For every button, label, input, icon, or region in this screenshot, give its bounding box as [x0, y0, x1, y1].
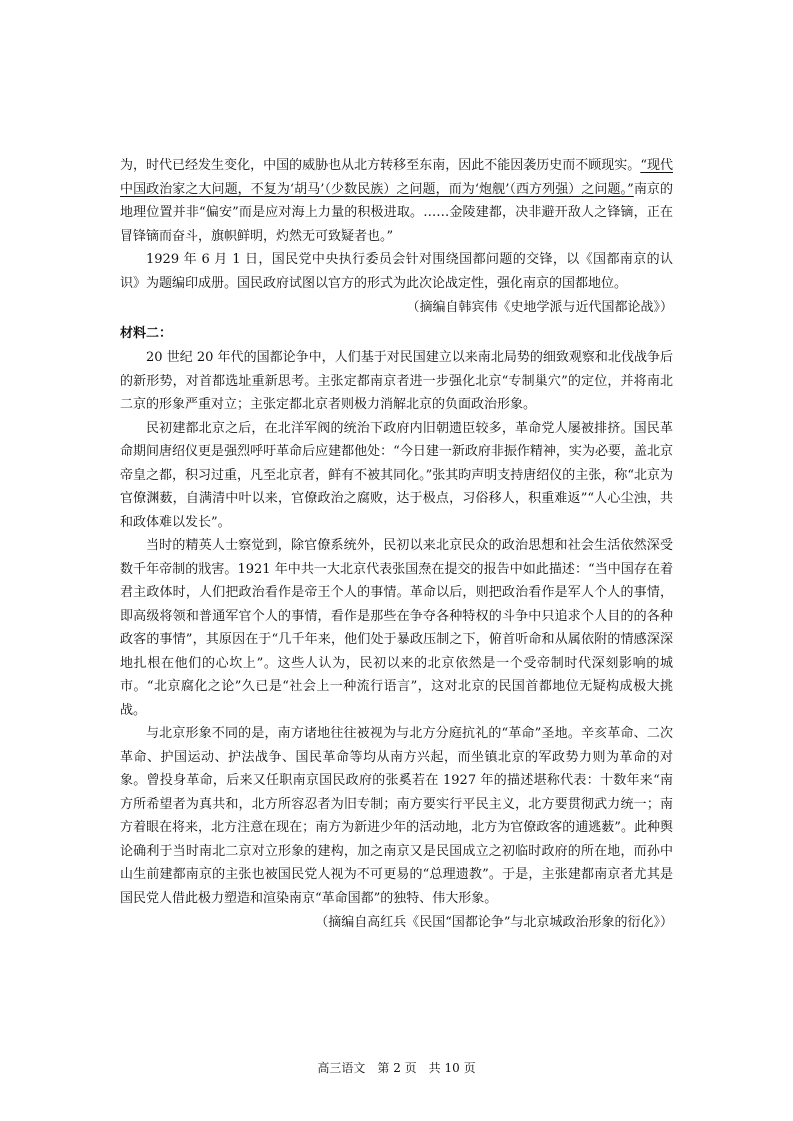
paragraph-continued	[120, 154, 673, 248]
paragraph: 20 世纪 20 年代的国都论争中，人们基于对民国建立以来南北局势的细致观察和北伐战争后的新形势，对首都选址重新思考。主张定都南京者进一步强化北京“专制巢穴”的定位，并将南北二京的形象严重对立；主张定都北京者则极力消解北京的负面政治形象。	[120, 350, 673, 412]
page-footer: 高三语文 第 2 页 共 10 页	[317, 1061, 476, 1075]
paragraph-text: 南京的地理位置并非“偏安”而是应对海上力量的积极进取。……金陵建都，决非避开敌人之锋镝，正在冒锋镝而奋斗，旗帜鲜明，灼然无可致疑者也。”	[120, 181, 673, 244]
paragraph-text: 为，时代已经发生变化，中国的威胁也从北方转移至东南，因此不能因袭历史而不顾现实。	[120, 158, 641, 173]
section-heading: 材料二：	[120, 326, 173, 341]
paragraph: 民初建都北京之后，在北洋军阀的统治下政府内旧朝遗臣较多，革命党人屡被排挤。国民革命期间唐绍仪更是强烈呼吁革命后应建都他处：“今日建一新政府非振作精神，实为必要，盖北京帝皇之都，积习过重，凡至北京者，鲜有不被其同化。”张其昀声明支持唐绍仪的主张，称“北京为官僚渊薮，自满清中叶以来，官僚政治之腐败，达于极点，习俗移人，积重难返”“人心尘浊，共和政体难以发长”。	[120, 420, 673, 530]
source-citation: （摘编自高红兵《民国“国都论争”与北京城政治形象的衍化》）	[315, 915, 673, 930]
document-body	[120, 154, 673, 937]
underlined-quote: “现代中国政治家之大问题，不复为‘胡马’（少数民族）之问题，而为‘炮舰’（西方列强）之问题。”	[120, 158, 673, 197]
paragraph: 当时的精英人士察觉到，除官僚系统外，民初以来北京民众的政治思想和社会生活依然深受数千年帝制的戕害。1921 年中共一大北京代表张国焘在提交的报告中如此描述：“当中国存在着君主政体时，人们把政治看作是帝王个人的事情。革命以后，则把政治看作是军人个人的事情，即高级将领和普通军官个人的事情，看作是那些在争夺各种特权的斗争中只追求个人目的的各种政客的事情”，其原因在于“几千年来，他们处于暴政压制之下，俯首听命和从属依附的情感深深地扎根在他们的心坎上”。这些人认为，民初以来的北京依然是一个受帝制时代深刻影响的城市。“北京腐化之论”久已是“社会上一种流行语言”，这对北京的民国首都地位无疑构成极大挑战。	[120, 538, 673, 718]
paragraph: 与北京形象不同的是，南方诸地往往被视为与北方分庭抗礼的“革命”圣地。辛亥革命、二次革命、护国运动、护法战争、国民革命等均从南方兴起，而坐镇北京的军政势力则为革命的对象。曾投身革命，后来又任职南京国民政府的张奚若在 1927 年的描述堪称代表：十数年来“南方所希望者为真共和，北方所容忍者为旧专制；南方要实行平民主义，北方要贯彻武力统一；南方着眼在将来，北方注意在现在；南方为新进少年的活动地，北方为官僚政客的逋逃薮”。此种舆论确利于当时南北二京对立形象的建构，加之南京又是民国成立之初临时政府的所在地，而孙中山生前建都南京的主张也被国民党人视为不可更易的“总理遗教”。于是，主张建都南京者尤其是国民党人借此极力塑造和渲染南京“革命国都”的独特、伟大形象。	[120, 726, 673, 906]
paragraph: 1929 年 6 月 1 日，国民党中央执行委员会针对围绕国都问题的交锋，以《国都南京的认识》为题编印成册。国民政府试图以官方的形式为此次论战定性，强化南京的国都地位。	[120, 252, 673, 291]
source-citation: （摘编自韩宾伟《史地学派与近代国都论战》）	[406, 300, 673, 315]
